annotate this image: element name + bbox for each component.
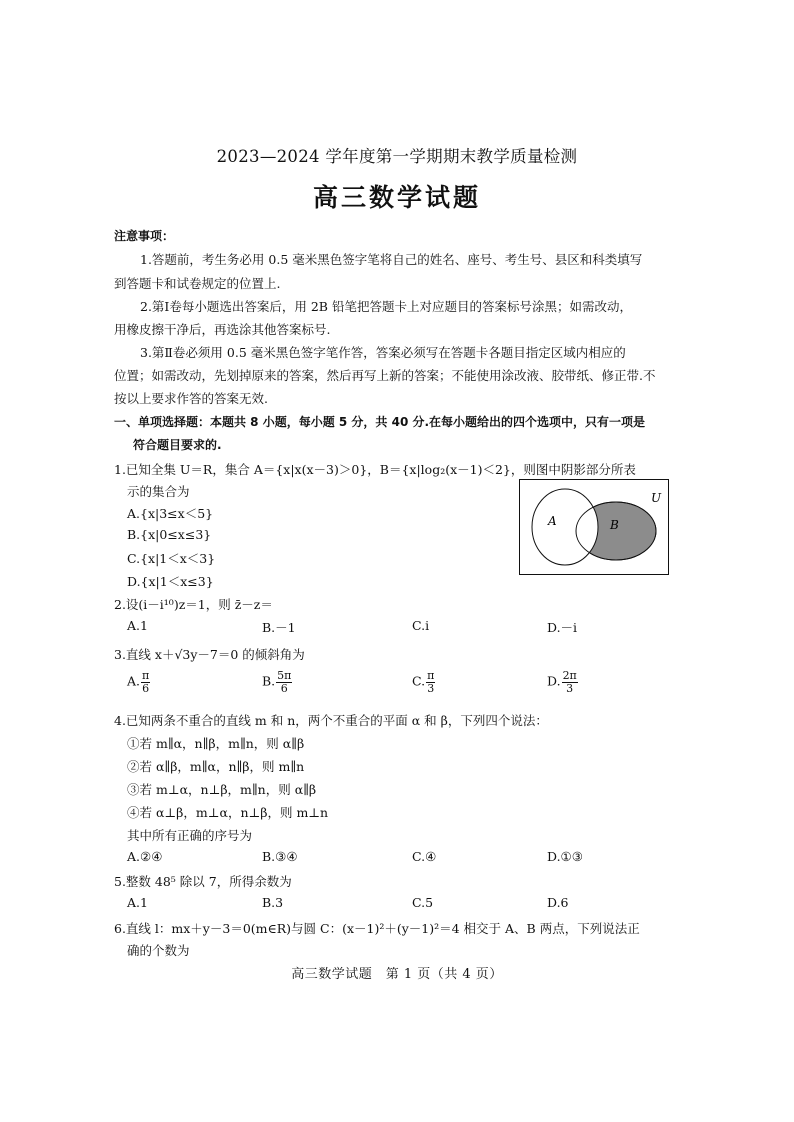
q5-option-a: A.1 xyxy=(127,895,148,910)
numerator: 5π xyxy=(277,669,292,682)
notice-2-line-1: 2.第Ⅰ卷每小题选出答案后，用 2B 铅笔把答题卡上对应题目的答案标号涂黑；如需改动， xyxy=(140,299,632,314)
q2-option-b: B.－1 xyxy=(262,620,296,635)
q1-option-b: B.{x|0≤x≤3} xyxy=(127,527,212,542)
q3-option-c-fraction xyxy=(426,670,435,694)
q3-option-a xyxy=(127,670,150,694)
q1-stem-line-2: 示的集合为 xyxy=(127,484,190,499)
q6-stem-line-2: 确的个数为 xyxy=(127,943,190,958)
q3-option-b-fraction xyxy=(276,670,292,694)
notice-heading: 注意事项： xyxy=(114,229,175,243)
q3-option-b-label: B. xyxy=(262,673,276,689)
numerator: π xyxy=(427,669,435,682)
q5-option-d: D.6 xyxy=(547,895,569,910)
q4-option-b: B.③④ xyxy=(262,849,298,864)
q1-stem-line-1: 1.已知全集 U＝R，集合 A＝{x|x(x－3)＞0}，B＝{x|log₂(x－1)＜2}，则图中阴影部分所表 xyxy=(114,462,636,477)
section-1-heading-line-2: 符合题目要求的. xyxy=(133,438,222,452)
q4-statement-3: ③若 m⊥α，n⊥β，m∥n，则 α∥β xyxy=(127,782,317,797)
set-b-label: B xyxy=(610,518,619,532)
venn-diagram xyxy=(519,479,669,575)
universal-set-label: U xyxy=(651,491,662,505)
q4-statement-2: ②若 α∥β，m∥α，n∥β，则 m∥n xyxy=(127,759,305,774)
q2-option-a: A.1 xyxy=(127,618,148,633)
q3-option-c xyxy=(412,670,435,694)
denominator: 3 xyxy=(566,681,574,695)
notice-2-line-2: 用橡皮擦干净后，再选涂其他答案标号. xyxy=(114,322,331,337)
denominator: 6 xyxy=(142,681,150,695)
q4-option-c: C.④ xyxy=(412,849,437,864)
q4-option-a: A.②④ xyxy=(127,849,163,864)
q3-option-d-label: D. xyxy=(547,673,561,689)
q5-option-c: C.5 xyxy=(412,895,434,910)
section-1-heading-line-1: 一、单项选择题：本题共 8 小题，每小题 5 分，共 40 分.在每小题给出的四个选项中，只有一项是 xyxy=(114,415,646,429)
notice-3-line-2: 位置；如需改动，先划掉原来的答案，然后再写上新的答案；不能使用涂改液、胶带纸、修正带.不 xyxy=(114,368,656,383)
notice-1-line-1: 1.答题前，考生务必用 0.5 毫米黑色签字笔将自己的姓名、座号、考生号、县区和科类填写 xyxy=(140,252,643,267)
set-a-ellipse xyxy=(532,489,598,565)
q3-stem: 3.直线 x＋√3y－7＝0 的倾斜角为 xyxy=(114,647,305,662)
q4-statement-1: ①若 m∥α，n∥β，m∥n，则 α∥β xyxy=(127,736,305,751)
denominator: 3 xyxy=(427,681,435,695)
q2-stem: 2.设(i－i¹⁰)z＝1，则 z̄－z＝ xyxy=(114,597,273,612)
numerator: π xyxy=(142,669,150,682)
q4-option-d: D.①③ xyxy=(547,849,583,864)
q3-option-a-fraction xyxy=(141,670,150,694)
q2-option-c: C.i xyxy=(412,618,430,633)
q3-option-a-label: A. xyxy=(127,673,141,689)
page-footer: 高三数学试题 第 1 页（共 4 页） xyxy=(291,967,503,982)
q2-option-d: D.－i xyxy=(547,620,578,635)
q6-stem-line-1: 6.直线 l：mx＋y－3＝0(m∈R)与圆 C：(x－1)²＋(y－1)²＝4 相交于 A、B 两点，下列说法正 xyxy=(114,921,640,936)
q4-prompt: 其中所有正确的序号为 xyxy=(127,828,253,843)
denominator: 6 xyxy=(280,681,288,695)
q1-option-c: C.{x|1＜x＜3} xyxy=(127,551,216,566)
exam-header: 2023—2024 学年度第一学期期末教学质量检测 xyxy=(216,147,578,166)
q3-option-d xyxy=(547,670,578,694)
q4-stem: 4.已知两条不重合的直线 m 和 n，两个不重合的平面 α 和 β，下列四个说法： xyxy=(114,713,548,728)
q1-option-a: A.{x|3≤x＜5} xyxy=(127,506,214,521)
q4-statement-4: ④若 α⊥β，m⊥α，n⊥β，则 m⊥n xyxy=(127,805,329,820)
q5-option-b: B.3 xyxy=(262,895,284,910)
q5-stem: 5.整数 48⁵ 除以 7，所得余数为 xyxy=(114,874,292,889)
q3-option-b xyxy=(262,670,292,694)
notice-3-line-3: 按以上要求作答的答案无效. xyxy=(114,391,268,406)
page-title: 高三数学试题 xyxy=(312,183,481,212)
q1-option-d: D.{x|1＜x≤3} xyxy=(127,574,214,589)
notice-1-line-2: 到答题卡和试卷规定的位置上. xyxy=(114,276,281,291)
notice-3-line-1: 3.第Ⅱ卷必须用 0.5 毫米黑色签字笔作答，答案必须写在答题卡各题目指定区域内相应的 xyxy=(140,345,626,360)
q3-option-c-label: C. xyxy=(412,673,426,689)
q3-option-d-fraction xyxy=(562,670,578,694)
numerator: 2π xyxy=(562,669,577,682)
set-a-label: A xyxy=(548,514,557,528)
